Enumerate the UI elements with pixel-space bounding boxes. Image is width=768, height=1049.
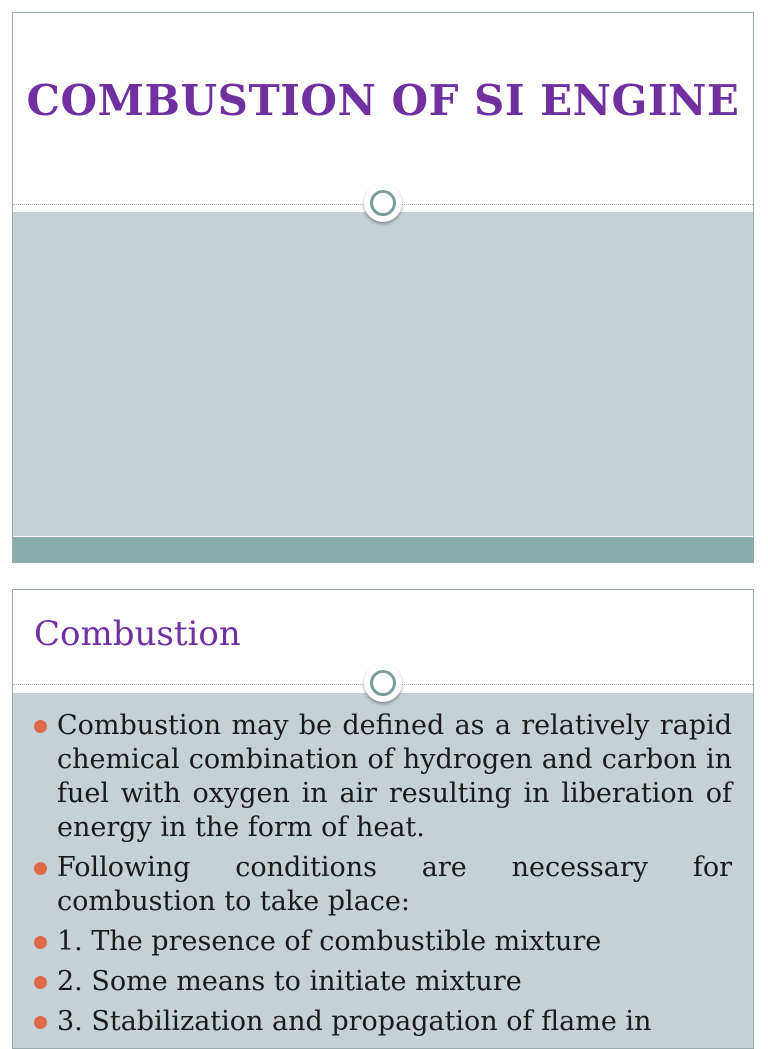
slide-heading: Combustion [34, 614, 241, 654]
bullet-text: 2. Some means to initiate mixture [57, 966, 522, 997]
bullet-item [34, 1005, 732, 1039]
slide-title-heading: COMBUSTION OF SI ENGINE [26, 76, 740, 125]
bullet-item [34, 925, 732, 959]
footer-band [13, 537, 753, 563]
bullet-item [34, 965, 732, 999]
bullet-item [34, 851, 732, 919]
bullet-dot-icon [34, 976, 47, 989]
content-area [13, 212, 753, 536]
bullet-list [34, 709, 732, 1045]
bullet-dot-icon [34, 720, 47, 733]
bullet-item [34, 709, 732, 845]
bullet-dot-icon [34, 1016, 47, 1029]
bullet-text: 1. The presence of combustible mixture [57, 926, 602, 957]
bullet-dot-icon [34, 862, 47, 875]
slide-combustion [12, 589, 754, 1049]
bullet-text: Combustion may be defined as a relatively rapid chemical combination of hydrogen and carbon in fuel with oxygen in air resulting in liberation of energy in the form of heat. [57, 710, 732, 843]
bullet-text: Following conditions are necessary for combustion to take place: [57, 852, 732, 917]
title-area [13, 13, 753, 205]
slide-title [12, 12, 754, 563]
ring-icon [364, 664, 402, 702]
ring-icon [364, 184, 402, 222]
bullet-text: 3. Stabilization and propagation of flame in [57, 1006, 652, 1037]
bullet-dot-icon [34, 936, 47, 949]
